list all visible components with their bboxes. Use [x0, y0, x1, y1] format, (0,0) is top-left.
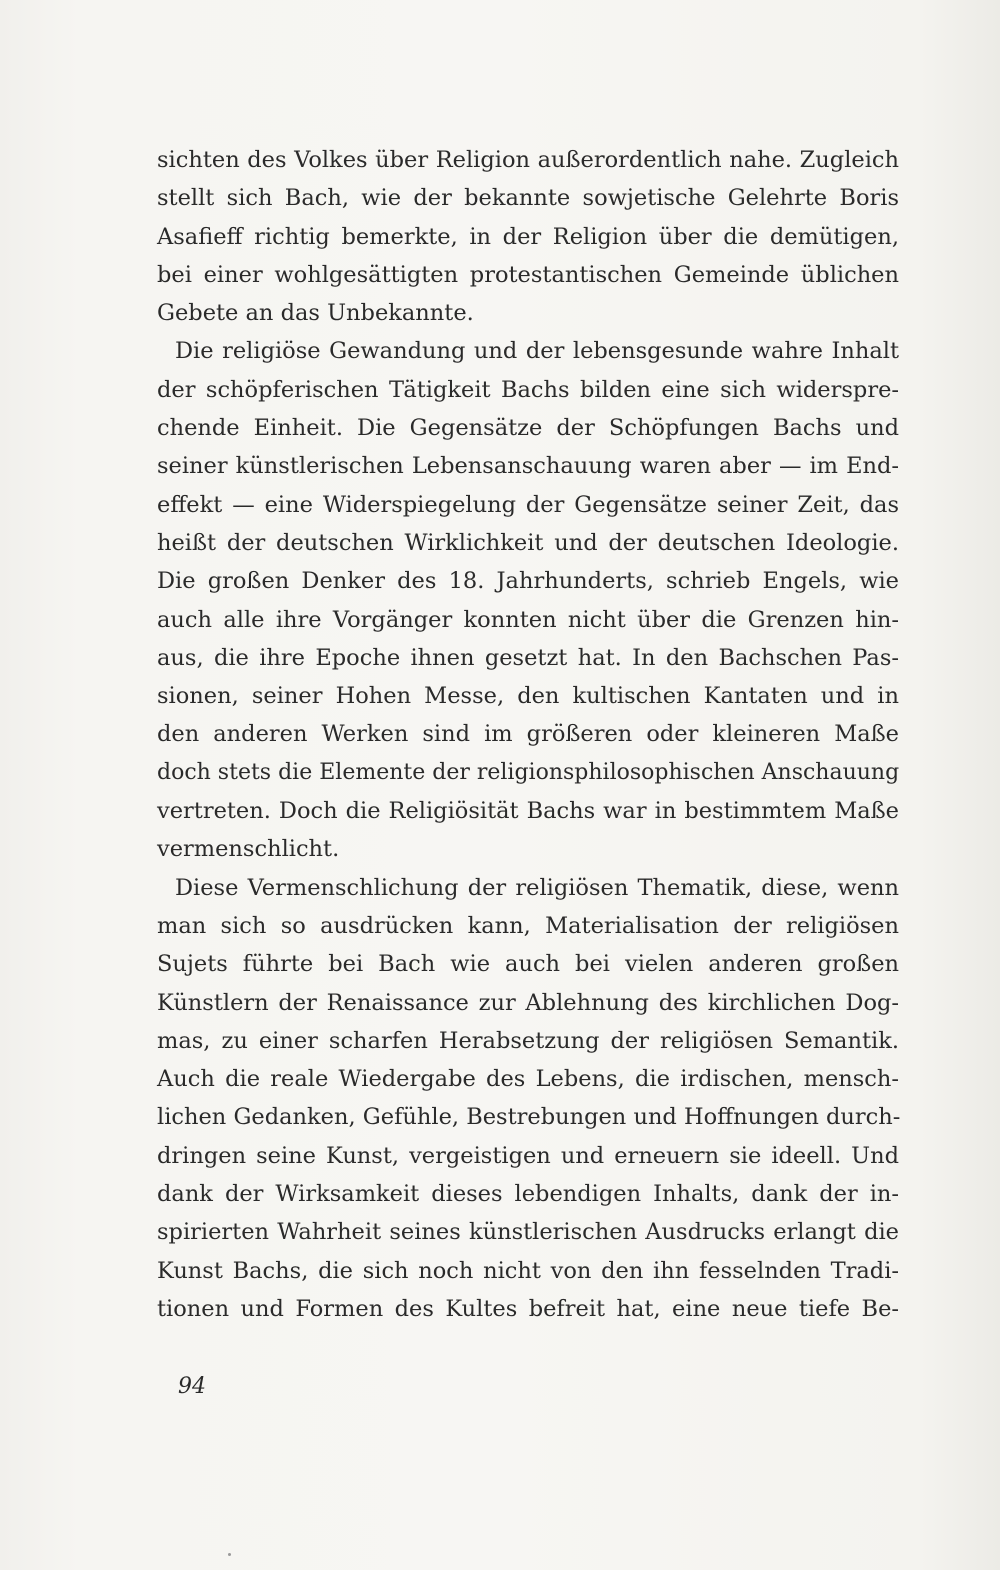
- text-line: aus, die ihre Epoche ihnen gesetzt hat. In den Bachschen Pas-: [157, 644, 899, 671]
- text-line: chende Einheit. Die Gegensätze der Schöpfungen Bachs und: [157, 415, 899, 442]
- text-line: Sujets führte bei Bach wie auch bei vielen anderen großen: [157, 951, 899, 978]
- text-line: effekt — eine Widerspiegelung der Gegensätze seiner Zeit, das: [157, 491, 899, 518]
- text-line: dringen seine Kunst, vergeistigen und erneuern sie ideell. Und: [157, 1142, 899, 1169]
- text-line: sionen, seiner Hohen Messe, den kultischen Kantaten und in: [157, 683, 899, 710]
- text-line: mas, zu einer scharfen Herabsetzung der religiösen Semantik.: [157, 1027, 899, 1054]
- text-line: Asafieff richtig bemerkte, in der Religion über die demütigen,: [157, 223, 899, 250]
- text-line: vertreten. Doch die Religiösität Bachs war in bestimmtem Maße: [157, 798, 899, 825]
- paragraph-1: [157, 141, 899, 332]
- paragraph-2: [157, 332, 899, 868]
- paragraph-3: [157, 869, 899, 1329]
- text-line: auch alle ihre Vorgänger konnten nicht über die Grenzen hin-: [157, 606, 899, 633]
- text-line: doch stets die Elemente der religionsphilosophischen Anschauung: [157, 759, 900, 785]
- paper-speck: [228, 1553, 231, 1556]
- text-line: der schöpferischen Tätigkeit Bachs bilden eine sich widerspre-: [157, 376, 899, 403]
- text-line: vermenschlicht.: [157, 836, 340, 863]
- page-number: 94: [178, 1374, 206, 1399]
- text-line: Die religiöse Gewandung und der lebensgesunde wahre Inhalt: [175, 338, 899, 365]
- text-line: bei einer wohlgesättigten protestantischen Gemeinde üblichen: [157, 261, 899, 288]
- text-line: seiner künstlerischen Lebensanschauung waren aber — im End-: [157, 453, 899, 480]
- text-line: stellt sich Bach, wie der bekannte sowjetische Gelehrte Boris: [157, 185, 899, 212]
- text-line: Kunst Bachs, die sich noch nicht von den ihn fesselnden Tradi-: [157, 1257, 899, 1284]
- text-line: dank der Wirksamkeit dieses lebendigen Inhalts, dank der in-: [157, 1181, 899, 1208]
- text-line: Auch die reale Wiedergabe des Lebens, die irdischen, mensch-: [157, 1066, 899, 1093]
- text-line: Die großen Denker des 18. Jahrhunderts, schrieb Engels, wie: [157, 568, 899, 595]
- text-line: Gebete an das Unbekannte.: [157, 300, 474, 327]
- text-line: heißt der deutschen Wirklichkeit und der deutschen Ideologie.: [157, 529, 899, 556]
- text-line: tionen und Formen des Kultes befreit hat, eine neue tiefe Be-: [157, 1295, 899, 1322]
- text-line: spirierten Wahrheit seines künstlerischen Ausdrucks erlangt die: [157, 1219, 899, 1246]
- text-line: Diese Vermenschlichung der religiösen Thematik, diese, wenn: [175, 874, 899, 901]
- body-text: [157, 141, 899, 1328]
- text-line: sichten des Volkes über Religion außerordentlich nahe. Zugleich: [157, 147, 899, 173]
- text-line: man sich so ausdrücken kann, Materialisation der religiösen: [157, 912, 899, 939]
- text-line: den anderen Werken sind im größeren oder kleineren Maße: [157, 721, 899, 748]
- text-line: Künstlern der Renaissance zur Ablehnung des kirchlichen Dog-: [157, 989, 899, 1016]
- text-line: lichen Gedanken, Gefühle, Bestrebungen und Hoffnungen durch-: [157, 1104, 901, 1131]
